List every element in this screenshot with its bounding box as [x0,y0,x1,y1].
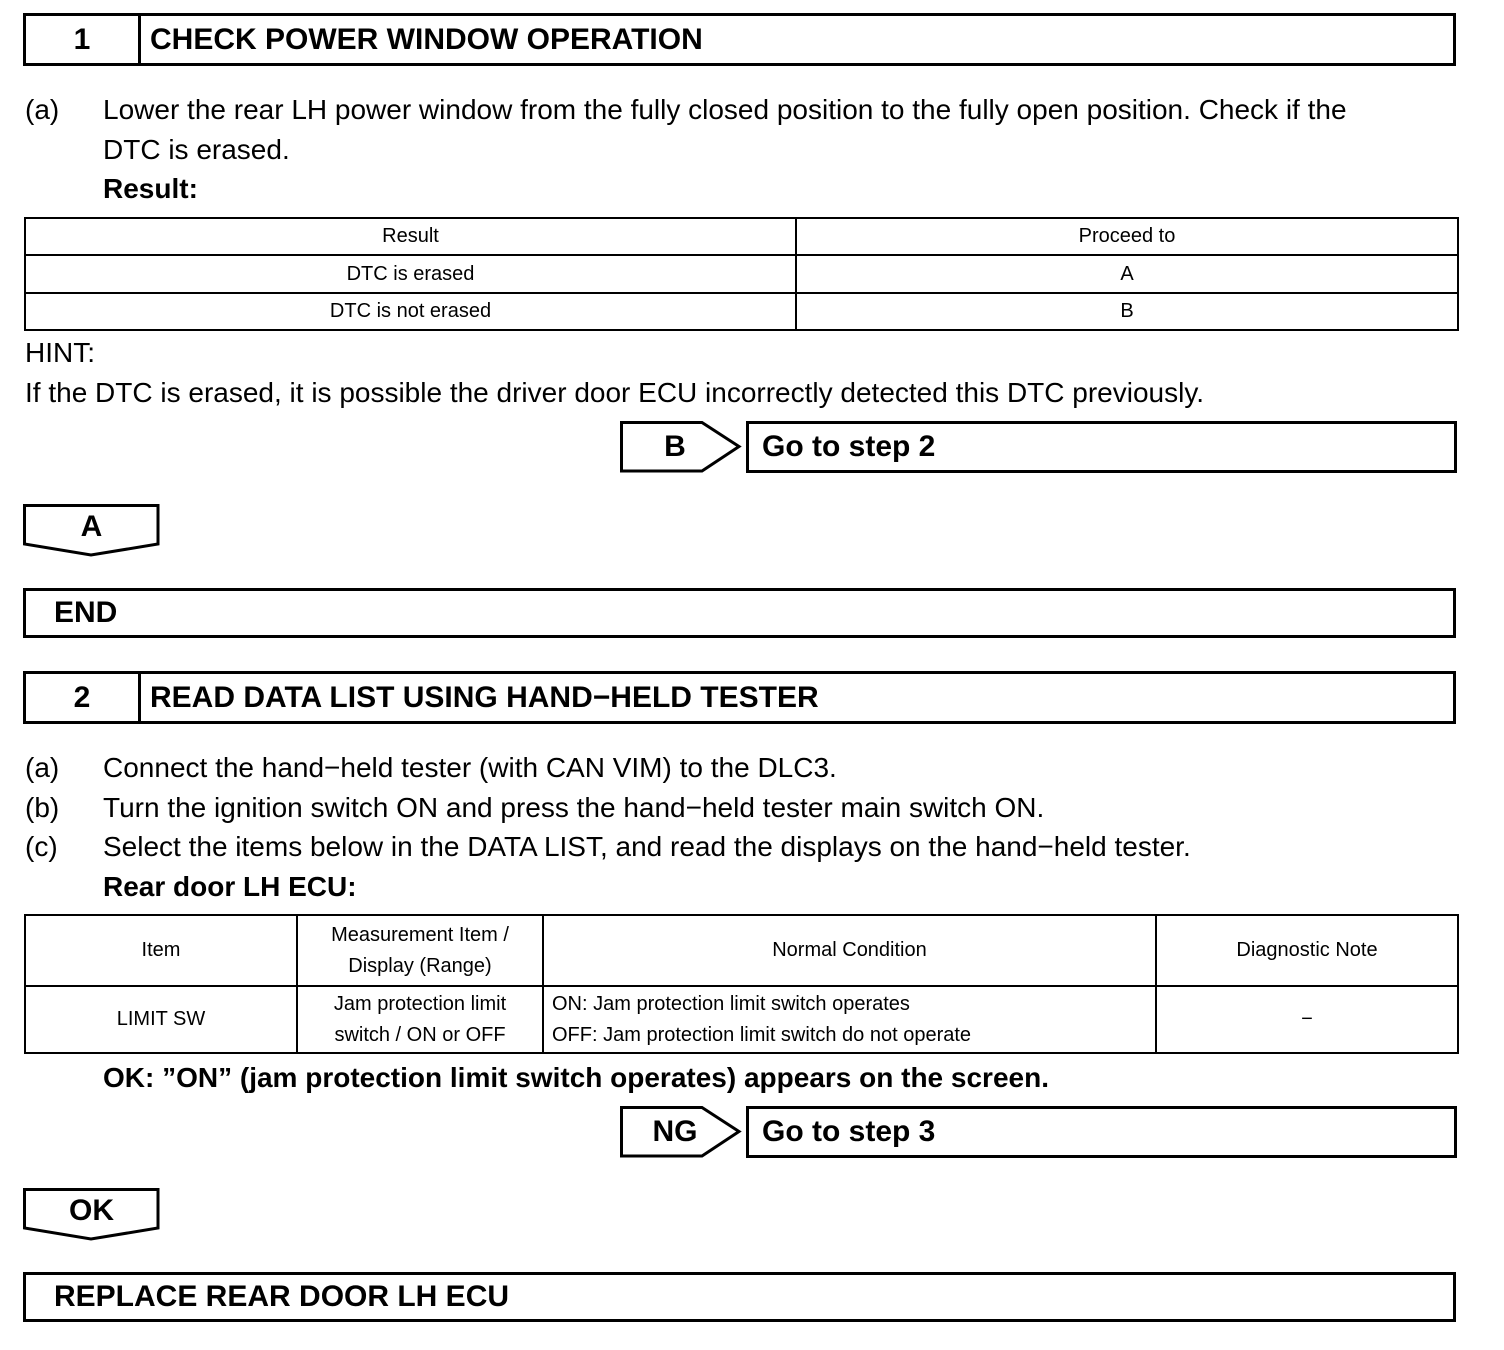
table-cell: DTC is erased [25,255,796,293]
item-letter: (b) [25,792,60,823]
step-1-header [23,13,1456,66]
table-cell: DTC is not erased [25,293,796,330]
final-action-box [23,1272,1456,1322]
table-header: Normal Condition [543,915,1156,986]
instruction-text: Lower the rear LH power window from the fully closed position to the fully open position. Check if the [103,94,1347,125]
branch-target-box[interactable] [746,1106,1457,1158]
instruction-text: Select the items below in the DATA LIST, and read the displays on the hand−held tester. [103,831,1191,862]
flow-label: OK [69,1194,114,1227]
header-line: Display (Range) [348,954,492,977]
step-title: READ DATA LIST USING HAND−HELD TESTER [150,680,819,714]
table-cell: − [1156,986,1458,1053]
ok-criteria: OK: ”ON” (jam protection limit switch operates) appears on the screen. [103,1062,1049,1093]
end-box [23,588,1456,638]
result-table [24,217,1459,331]
table-header: Diagnostic Note [1156,915,1458,986]
final-action-label: REPLACE REAR DOOR LH ECU [54,1280,510,1313]
branch-target-box[interactable] [746,421,1457,473]
header-line: Measurement Item / [331,923,509,946]
table-cell [543,986,1156,1053]
data-list-table [24,914,1459,1054]
cell-line: Jam protection limit [333,992,507,1015]
hint-label: HINT: [25,337,95,368]
table-cell: A [796,255,1458,293]
step-title: CHECK POWER WINDOW OPERATION [150,22,703,56]
item-letter: (c) [25,831,58,862]
instruction-text: DTC is erased. [103,134,290,165]
table-header [297,915,543,986]
step-number: 1 [26,16,141,63]
table-row [25,255,1458,293]
result-label: Result: [103,173,198,204]
item-letter: (a) [25,752,60,783]
table-cell: LIMIT SW [25,986,297,1053]
branch-target-link[interactable]: Go to step 3 [762,1115,936,1148]
table-cell [297,986,543,1053]
end-label: END [54,596,118,629]
table-row [25,986,1458,1053]
flow-label: A [80,510,103,543]
branch-label: B [664,430,686,463]
cell-line: switch / ON or OFF [334,1023,506,1046]
table-header: Result [25,218,796,255]
cell-line: OFF: Jam protection limit switch do not operate [552,1023,972,1046]
table-header: Proceed to [796,218,1458,255]
hint-text: If the DTC is erased, it is possible the driver door ECU incorrectly detected this DTC previously. [25,377,1205,408]
ecu-label: Rear door LH ECU: [103,871,357,902]
branch-target-link[interactable]: Go to step 2 [762,430,936,463]
table-cell: B [796,293,1458,330]
table-row [25,293,1458,330]
instruction-text: Turn the ignition switch ON and press the hand−held tester main switch ON. [103,792,1045,823]
item-letter: (a) [25,94,60,125]
branch-label: NG [652,1115,698,1148]
instruction-text: Connect the hand−held tester (with CAN VIM) to the DLC3. [103,752,837,783]
step-number: 2 [26,674,141,721]
cell-line: ON: Jam protection limit switch operates [552,992,910,1015]
table-header: Item [25,915,297,986]
step-2-header [23,671,1456,724]
